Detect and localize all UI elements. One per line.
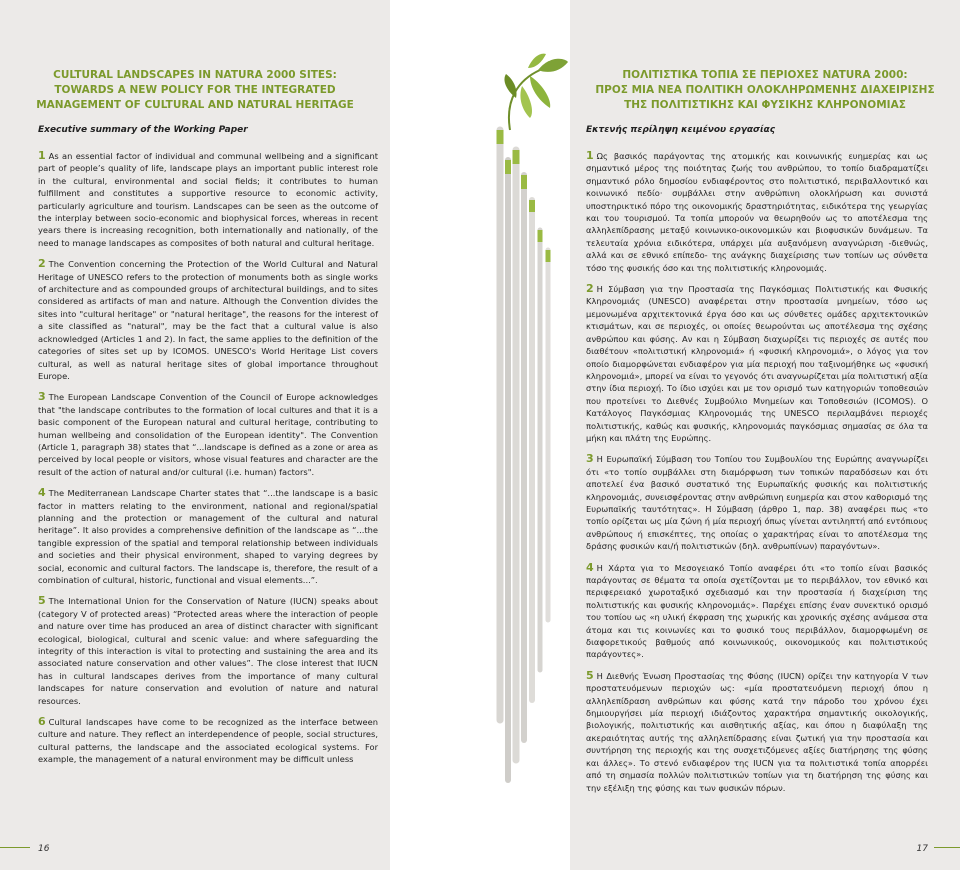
left-page	[0, 0, 390, 870]
paragraph-text: As an essential factor of individual and communal wellbeing and a significant part of people’s quality of life, landscape plays an important public interest role in the cultural, environmental and social fields; it contributes to human fulfillment and constitutes a supportive resource to economic activity, particularly agriculture and tourism. Landscapes can be seen as the outcome of the interplay between socio-economic and biophysical forces, whereas in recent years there is increasing recognition, both internationally and nationally, of the need to manage landscapes as composites of both natural and cultural heritage.	[38, 151, 378, 248]
paragraph-text: The International Union for the Conservation of Nature (IUCN) speaks about (category V of protected areas) “Protected areas where the interaction of people and nature over time has produced an area of distinct character with significant ecological, biological, cultural and scenic value: and where safeguarding the integrity of this interaction is vital to protecting and sustaining the area and its associated nature conservation and other values”. The close interest that IUCN has in cultural landscapes derives from the importance of many cultural landscapes for nature conservation and evolution of nature and natural resources.	[38, 596, 378, 706]
paragraph	[586, 453, 928, 552]
plant-stems-illustration	[390, 0, 570, 870]
english-title: CULTURAL LANDSCAPES IN NATURA 2000 SITES: TOWARDS A NEW POLICY FOR THE INTEGRATED MANAGEMENT OF CULTURAL AND NATURAL HERITAGE	[36, 69, 354, 111]
paragraph	[38, 391, 378, 478]
greek-title: ΠΟΛΙΤΙΣΤΙΚΑ ΤΟΠΙΑ ΣΕ ΠΕΡΙΟΧΕΣ NATURA 2000: ΠΡΟΣ ΜΙΑ ΝΕΑ ΠΟΛΙΤΙΚΗ ΟΛΟΚΛΗΡΩΜΕΝΗΣ ΔΙΑΧΕΙΡΙΣΗΣ ΤΗΣ ΠΟΛΙΤΙΣΤΙΚΗΣ ΚΑΙ ΦΥΣΙΚΗΣ ΚΛΗΡΟΝΟΜΙΑΣ	[595, 69, 935, 111]
paragraph-number: 3	[38, 390, 46, 404]
paragraph-text: Η Χάρτα για το Μεσογειακό Τοπίο αναφέρει ότι «το τοπίο είναι βασικός παράγοντας σε θέματα τα οποία σχετίζονται με το περιβάλλον, τον εθνικό και περιφερειακό χωροταξικό σχεδιασμό και την προστασία ή διαχείριση της πολιτιστικής και φυσικής κληρονομιάς». Παρέχει επίσης έναν συνεκτικό ορισμό του τοπίου ως «η υλική έκφραση της χωρικής και χρονικής σχέσης ανάμεσα στα άτομα και τις κοινωνίες και το φυσικό τους περιβάλλον, διαμορφωμένη σε διαφορετικούς βαθμούς από κοινωνικούς, οικονομικούς και πολιτιστικούς παράγοντες».	[586, 562, 928, 660]
paragraph-text: The European Landscape Convention of the Council of Europe acknowledges that "the landscape contributes to the formation of local cultures and that it is a basic component of the European natural and cultural heritage, contributing to human wellbeing and consolidation of the European identity". The Convention (Article 1, paragraph 38) states that “...landscape is defined as a zone or area as perceived by local people or visitors, whose visual features and character are the result of the action of natural and/or cultural (i.e. human) factors".	[38, 392, 378, 477]
paragraph-text: Cultural landscapes have come to be recognized as the interface between culture and nature. They reflect an interdependence of people, social structures, cultural patterns, the landscape and the associated ecological systems. For example, the management of a natural environment may be difficult unless	[38, 717, 378, 765]
english-subtitle: Executive summary of the Working Paper	[38, 125, 248, 135]
paragraph-number: 4	[38, 486, 46, 500]
leaf	[538, 59, 568, 72]
paragraph-number: 1	[38, 149, 46, 162]
paragraph-number: 2	[586, 282, 594, 296]
paragraph-number: 6	[38, 715, 46, 729]
paragraph-number: 5	[586, 668, 594, 682]
footer-rule	[0, 847, 30, 848]
paragraph	[38, 487, 378, 586]
paragraph	[586, 150, 928, 274]
paragraph-text: Η Σύμβαση για την Προστασία της Παγκόσμιας Πολιτιστικής και Φυσικής Κληρονομιάς (UNESCO) αναφέρεται στην προστασία μνημείων, τόσο ως μεμονωμένα αρχιτεκτονικά έργα όσο και ως σύνθετες ομάδες αρχιτεκτονικών κτισμάτων, και σε περιοχές, οι οποίες θεωρούνται ως αποτέλεσμα της σχέσης ανθρώπου και φύσης. Αν και η Σύμβαση διαχωρίζει τις περιοχές σε αυτές που διαθέτουν «πολιτιστική κληρονομιά» ή «φυσική κληρονομιά», ο λόγος για τον οποίο διαμορφώνεται ενδιαφέρον για μία περιοχή που ταξινομήθηκε ως «φυσική κληρονομιά», μπορεί να είναι το γεγονός ότι αναγνωρίζεται μία πολιτιστική αξία στην ίδια περιοχή. Το ίδιο ισχύει και με τον ορισμό των κατηγοριών τοποθεσιών που προτείνει το Διεθνές Συμβούλιο Μνημείων και Τοποθεσιών (ICOMOS). Ο Κατάλογος Παγκόσμιας Κληρονομιάς της UNESCO περιλαμβάνει περιοχές πολιτιστικής, καθώς και φυσικής, κληρονομιάς παγκόσμιας σημασίας σε όλα τα μήκη και πλάτη της Ευρώπης.	[586, 284, 928, 443]
english-body	[38, 150, 378, 775]
greek-subtitle: Εκτενής περίληψη κειμένου εργασίας	[586, 125, 776, 135]
paragraph	[38, 595, 378, 707]
paragraph-number: 4	[586, 560, 594, 574]
paragraph	[586, 562, 928, 661]
paragraph-number: 2	[38, 257, 46, 271]
paragraph-text: The Mediterranean Landscape Charter states that “...the landscape is a basic factor in matters relating to the environment, national and regional/spatial planning and the protection or management of the cultural and natural heritage”. It also provides a comprehensive definition of the landscape as “...the tangible expression of the spatial and temporal relationship between individuals and societies and their physical environment, shaped to varying degrees by social, economic and cultural factors. The landscape is, therefore, the result of a combination of cultural, historic, functional and visual elements...”.	[38, 488, 378, 585]
paragraph	[38, 716, 378, 766]
paragraph-number: 1	[586, 149, 594, 162]
page-number-left: 16	[38, 844, 50, 854]
leaf	[520, 86, 532, 118]
paragraph-text: Η Διεθνής Ένωση Προστασίας της Φύσης (IUCN) ορίζει την κατηγορία V των προστατευόμενων περιοχών ως: «μία προστατευόμενη περιοχή όπου η αλληλεπίδραση ανθρώπων και φύσης κατά την πάροδο του χρόνου έχει δημιουργήσει μία περιοχή ιδιάζοντος χαρακτήρα σημαντικής οικολογικής, βιολογικής, πολιτιστικής και αισθητικής αξίας, και όπου η διαφύλαξη της ακεραιότητας αυτής της αλληλεπίδρασης είναι ζωτική για την προστασία και συντήρηση της περιοχής και της συσχετιζόμενες αξίες διατήρησης της φύσης και άλλες». Το στενό ενδιαφέρον της IUCN για τα πολιτιστικά τοπία απορρέει από τη σημασία πολλών πολιτιστικών τοπίων για τη διατήρηση της φύσης και την εξέλιξη της φύσης και των φυσικών πόρων.	[586, 670, 928, 793]
right-page	[570, 0, 960, 870]
paragraph	[586, 283, 928, 444]
greek-body	[586, 150, 928, 803]
footer-rule	[934, 847, 960, 848]
paragraph-text: Η Ευρωπαϊκή Σύμβαση του Τοπίου του Συμβουλίου της Ευρώπης αναγνωρίζει ότι «το τοπίο συμβάλλει στη διαμόρφωση των τοπικών παραδόσεων και ότι αποτελεί ένα βασικό συστατικό της Ευρωπαϊκής φυσικής και πολιτιστικής κληρονομιάς, συνεισφέροντας στην ανθρώπινη ευημερία και στον καθορισμό της Ευρωπαϊκής ταυτότητας». Η Σύμβαση (άρθρο 1, παρ. 38) αναφέρει πως «το τοπίο ορίζεται ως μία ζώνη ή μία περιοχή όπως γίνεται αντιληπτή από εντόπιους ανθρώπους ή επισκέπτες, της οποίας ο χαρακτήρας είναι το αποτέλεσμα της δράσης φυσικών και/ή πολιτιστικών (δηλ. ανθρωπίνων) παραγόντων».	[586, 454, 928, 552]
paragraph	[38, 150, 378, 249]
page-number-right: 17	[916, 844, 928, 854]
paragraph	[586, 670, 928, 794]
leaf	[530, 76, 550, 108]
paragraph-text: Ως βασικός παράγοντας της ατομικής και κοινωνικής ευημερίας και ως σημαντικό μέρος της ποιότητας ζωής του ανθρώπου, το τοπίο διαδραματίζει σημαντικό ρόλο δημοσίου ενδιαφέροντος στο πολιτιστικό, περιβαλλοντικό και κοινωνικό πεδίο· συμβάλλει στην ανθρώπινη ολοκλήρωση και συνιστά υποστηρικτικό πόρο της οικονομικής δραστηριότητας, ειδικότερα της γεωργίας και του τουρισμού. Τα τοπία μπορούν να θεωρηθούν ως το αποτέλεσμα της αλληλεπίδρασης μεταξύ κοινωνικο-οικονομικών και βιοφυσικών δυνάμεων. Τα τελευταία χρόνια ειδικότερα, υπάρχει μία αυξανόμενη αναγνώριση -διεθνώς, αλλά και σε εθνικό επίπεδο- της ανάγκης διαχείρισης των τοπίων ως σύνθετα τόσο της φυσικής όσο και της πολιτιστικής κληρονομιάς.	[586, 151, 928, 273]
leaf	[504, 74, 516, 98]
paragraph	[38, 258, 378, 382]
paragraph-number: 5	[38, 594, 46, 608]
paragraph-text: The Convention concerning the Protection of the World Cultural and Natural Heritage of UNESCO refers to the protection of monuments both as single works of architecture and as compounded groups of architectural buildings, and to sites considered as artifacts of man and nature. Although the Convention divides the sites into "cultural heritage" or "natural heritage", the reasons for the interest of a site classified as "natural", may be the fact that a cultural value is also acknowledged (Articles 1 and 2). In fact, the same applies to the definition of the categories of sites set up by ICOMOS. UNESCO's World Heritage List covers cultural, as well as natural heritage sites of global importance throughout Europe.	[38, 259, 378, 381]
paragraph-number: 3	[586, 452, 594, 466]
center-gutter-illustration	[390, 0, 570, 870]
